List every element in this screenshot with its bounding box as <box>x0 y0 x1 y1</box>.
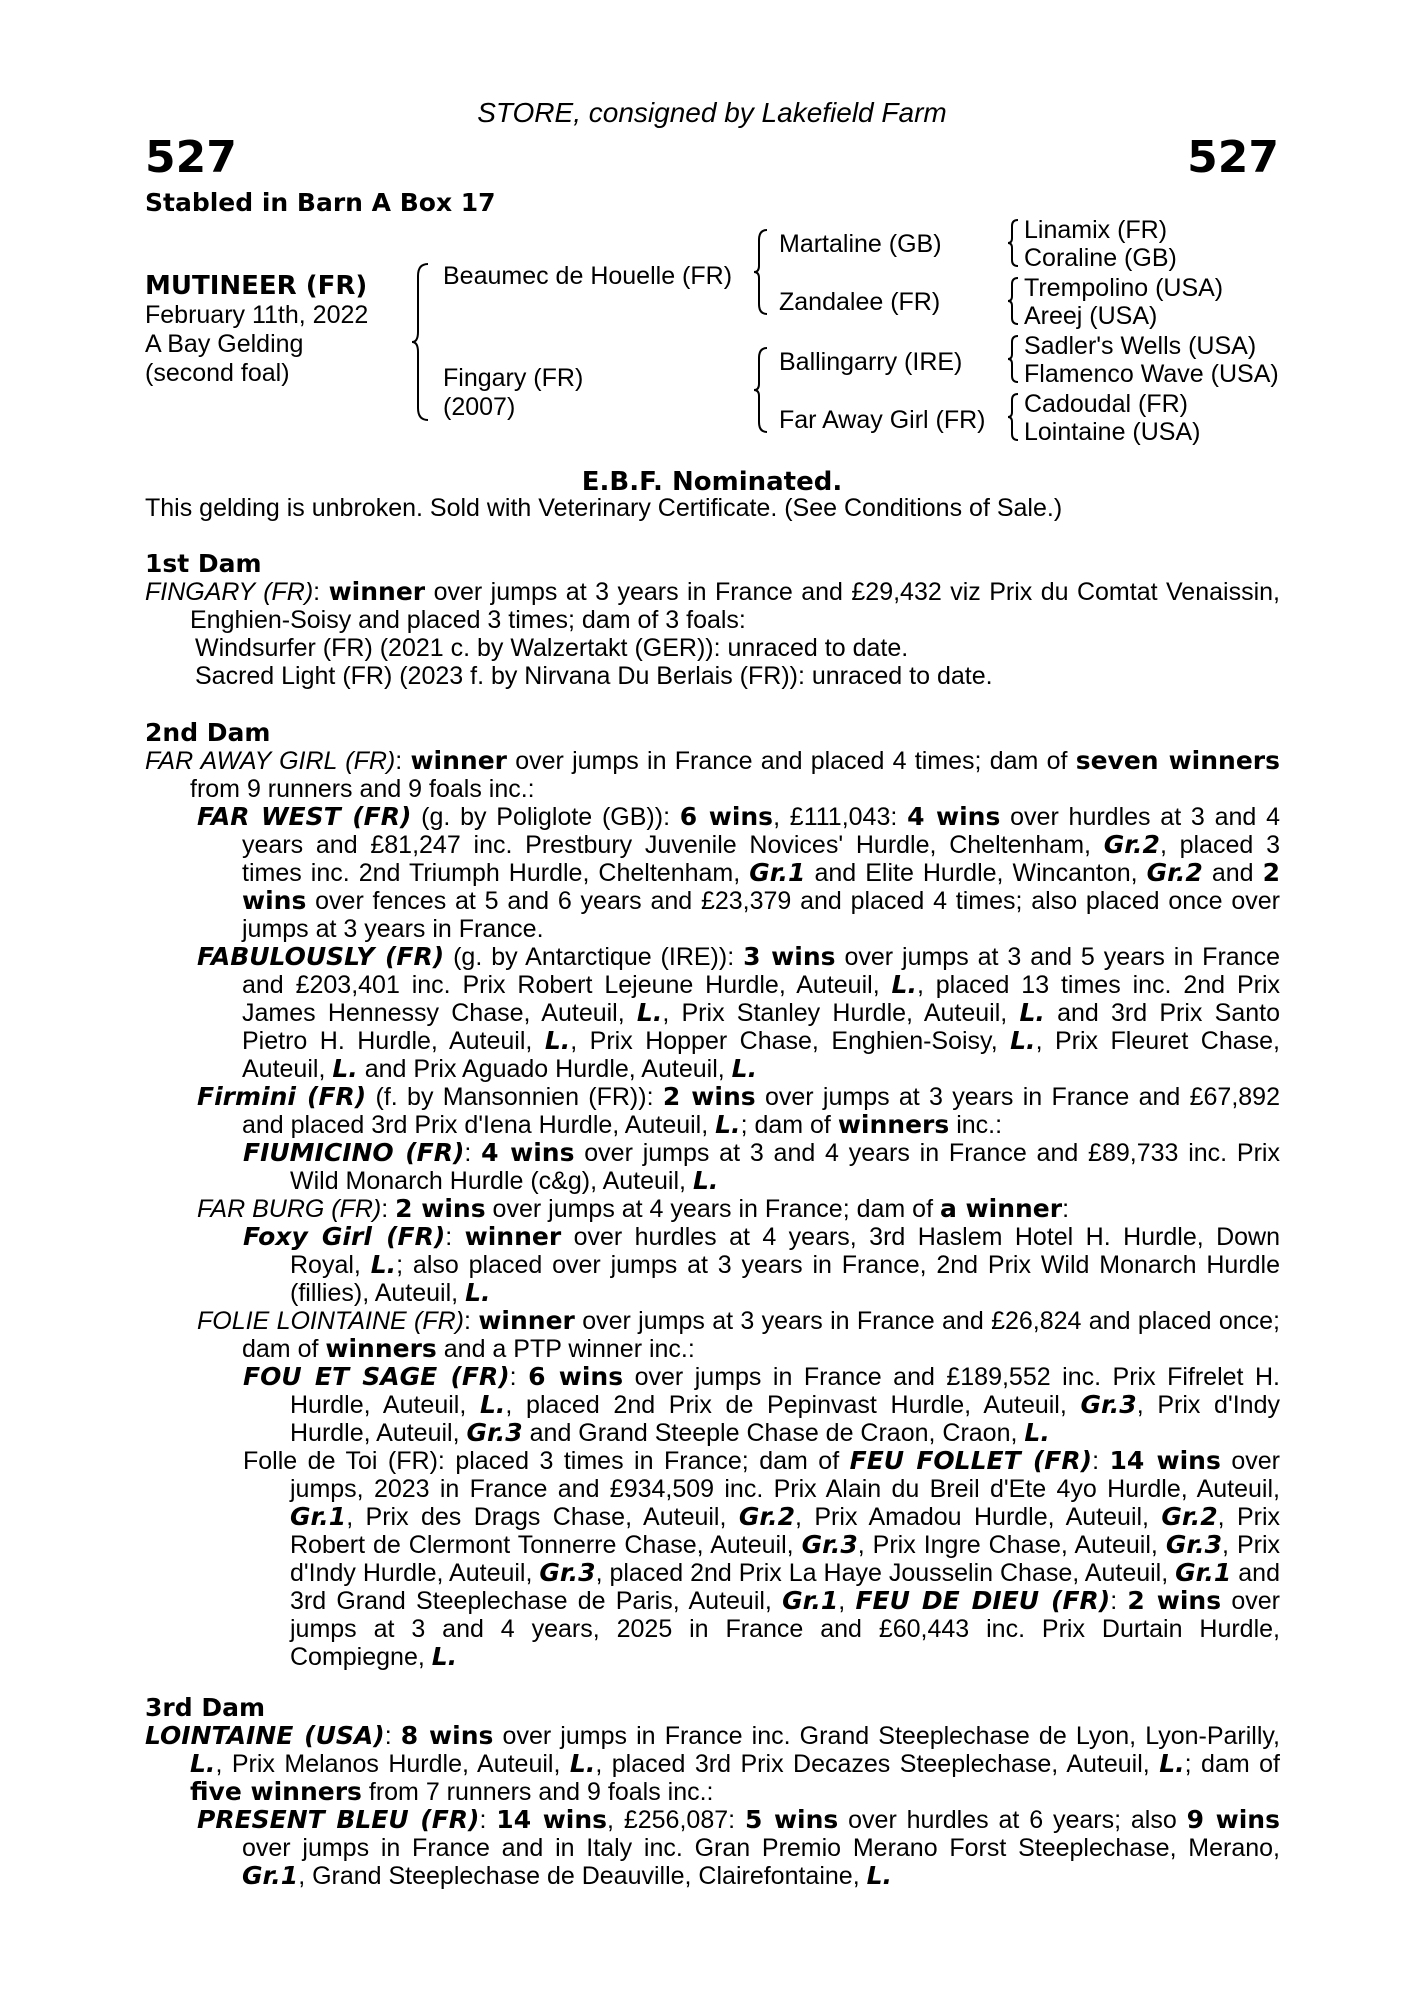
lot-number-right: 527 <box>1187 132 1279 183</box>
second-dam-summary: FAR AWAY GIRL (FR): winner over jumps in France and placed 4 times; dam of seven winners from 9 runners and 9 foals inc.: <box>145 746 1280 803</box>
third-dam-heading: 3rd Dam <box>145 1693 265 1722</box>
pedigree-brace-1 <box>410 262 432 422</box>
grandparent-8: Lointaine (USA) <box>1024 418 1201 446</box>
third-dam-summary: LOINTAINE (USA): 8 wins over jumps in France inc. Grand Steeplechase de Lyon, Lyon-Parilly, L., Prix Melanos Hurdle, Auteuil, L., placed 3rd Prix Decazes Steeplechase, Auteuil, L.; dam of five winners from 7 runners and 9 foals inc.: <box>145 1721 1280 1806</box>
second-dam-name: FAR AWAY GIRL (FR) <box>145 747 396 775</box>
grandparent-5: Sadler's Wells (USA) <box>1024 332 1257 360</box>
third-dam-name: LOINTAINE (USA) <box>145 1721 385 1750</box>
horse-foaled: February 11th, 2022 <box>145 301 369 329</box>
pedigree-brace-2a <box>752 228 770 316</box>
second-dam-heading: 2nd Dam <box>145 718 271 747</box>
grandparent-7: Cadoudal (FR) <box>1024 390 1188 418</box>
dam-dam: Far Away Girl (FR) <box>779 406 986 434</box>
pedigree-brace-3a <box>1006 218 1020 268</box>
produce-record: FOLIE LOINTAINE (FR): winner over jumps at 3 years in France and £26,824 and placed once; dam of winners and a PTP winner inc.: <box>197 1306 1280 1363</box>
produce-record: PRESENT BLEU (FR): 14 wins, £256,087: 5 wins over hurdles at 6 years; also 9 wins over jumps in France and in Italy inc. Gran Premio Merano Forst Steeplechase, Merano, Gr.1, Grand Steeplechase de Deauville, Clairefontaine, L. <box>197 1805 1280 1890</box>
grandparent-1: Linamix (FR) <box>1024 216 1168 244</box>
dam-year: (2007) <box>443 393 516 421</box>
third-dam-section <box>145 1694 1280 1890</box>
pedigree-brace-3c <box>1006 334 1020 384</box>
first-dam-section <box>145 550 1280 690</box>
dam-name: Fingary (FR) <box>443 364 584 392</box>
produce-record: FABULOUSLY (FR) (g. by Antarctique (IRE)): 3 wins over jumps at 3 and 5 years in France and £203,401 inc. Prix Robert Lejeune Hurdle, Auteuil, L., placed 13 times inc. 2nd Prix James Hennessy Chase, Auteuil, L., Prix Stanley Hurdle, Auteuil, L. and 3rd Prix Santo Pietro H. Hurdle, Auteuil, L., Prix Hopper Chase, Enghien-Soisy, L., Prix Fleuret Chase, Auteuil, L. and Prix Aguado Hurdle, Auteuil, L. <box>197 942 1281 1083</box>
produce-record: Folle de Toi (FR): placed 3 times in France; dam of FEU FOLLET (FR): 14 wins over jumps, 2023 in France and £934,509 inc. Prix Alain du Breil d'Ete 4yo Hurdle, Auteuil, Gr.1, Prix des Drags Chase, Auteuil, Gr.2, Prix Amadou Hurdle, Auteuil, Gr.2, Prix Robert de Clermont Tonnerre Chase, Auteuil, Gr.3, Prix Ingre Chase, Auteuil, Gr.3, Prix d'Indy Hurdle, Auteuil, Gr.3, placed 2nd Prix La Haye Jousselin Chase, Auteuil, Gr.1 and 3rd Grand Steeplechase de Paris, Auteuil, Gr.1, FEU DE DIEU (FR): 2 wins over jumps at 3 and 4 years, 2025 in France and £60,443 inc. Prix Durtain Hurdle, Compiegne, L. <box>243 1446 1281 1671</box>
consignment-line: STORE, consigned by Lakefield Farm <box>477 97 947 128</box>
produce-record: Foxy Girl (FR): winner over hurdles at 4 years, 3rd Haslem Hotel H. Hurdle, Down Royal, L.; also placed over jumps at 3 years in France, 2nd Prix Wild Monarch Hurdle (fillies), Auteuil, L. <box>243 1222 1281 1307</box>
pedigree-brace-3d <box>1006 392 1020 442</box>
produce-record: FAR WEST (FR) (g. by Poliglote (GB)): 6 wins, £111,043: 4 wins over hurdles at 3 and 4 years and £81,247 inc. Prestbury Juvenile Novices' Hurdle, Cheltenham, Gr.2, placed 3 times inc. 2nd Triumph Hurdle, Cheltenham, Gr.1 and Elite Hurdle, Wincanton, Gr.2 and 2 wins over fences at 5 and 6 years and £23,379 and placed 4 times; also placed once over jumps at 3 years in France. <box>197 802 1281 943</box>
grandparent-4: Areej (USA) <box>1024 302 1158 330</box>
list-item: Sacred Light (FR) (2023 f. by Nirvana Du Berlais (FR)): unraced to date. <box>195 662 993 690</box>
grandparent-3: Trempolino (USA) <box>1024 274 1224 302</box>
first-dam-heading: 1st Dam <box>145 549 262 578</box>
lot-number-left: 527 <box>145 132 237 183</box>
list-item: Windsurfer (FR) (2021 c. by Walzertakt (GER)): unraced to date. <box>195 634 909 662</box>
sire-name: Beaumec de Houelle (FR) <box>443 262 733 290</box>
produce-record: FAR BURG (FR): 2 wins over jumps at 4 years in France; dam of a winner: <box>197 1194 1070 1223</box>
sire-dam: Zandalee (FR) <box>779 288 941 316</box>
foal-note: (second foal) <box>145 359 290 387</box>
pedigree-brace-2b <box>752 346 770 434</box>
sale-note: This gelding is unbroken. Sold with Veterinary Certificate. (See Conditions of Sale.) <box>145 494 1063 522</box>
stabled-location: Stabled in Barn A Box 17 <box>145 188 496 217</box>
produce-record: FOU ET SAGE (FR): 6 wins over jumps in France and £189,552 inc. Prix Fifrelet H. Hurdle, Auteuil, L., placed 2nd Prix de Pepinvast Hurdle, Auteuil, Gr.3, Prix d'Indy Hurdle, Auteuil, Gr.3 and Grand Steeple Chase de Craon, Craon, L. <box>243 1362 1280 1447</box>
grandparent-6: Flamenco Wave (USA) <box>1024 360 1279 388</box>
produce-record: FIUMICINO (FR): 4 wins over jumps at 3 and 4 years in France and £89,733 inc. Prix Wild Monarch Hurdle (c&g), Auteuil, L. <box>243 1138 1280 1195</box>
horse-description: A Bay Gelding <box>145 330 304 358</box>
second-dam-section <box>145 719 1280 1671</box>
horse-name: MUTINEER (FR) <box>145 271 368 301</box>
produce-record: Firmini (FR) (f. by Mansonnien (FR)): 2 wins over jumps at 3 years in France and £67,892 and placed 3rd Prix d'Iena Hurdle, Auteuil, L.; dam of winners inc.: <box>197 1082 1280 1139</box>
first-dam-name: FINGARY (FR) <box>145 578 314 606</box>
first-dam-summary: FINGARY (FR): winner over jumps at 3 years in France and £29,432 viz Prix du Comtat Venaissin, Enghien-Soisy and placed 3 times; dam of 3 foals: <box>145 577 1280 634</box>
dam-sire: Ballingarry (IRE) <box>779 348 963 376</box>
sire-sire: Martaline (GB) <box>779 230 942 258</box>
grandparent-2: Coraline (GB) <box>1024 244 1177 272</box>
ebf-nominated: E.B.F. Nominated. <box>581 467 843 497</box>
pedigree-brace-3b <box>1006 276 1020 326</box>
